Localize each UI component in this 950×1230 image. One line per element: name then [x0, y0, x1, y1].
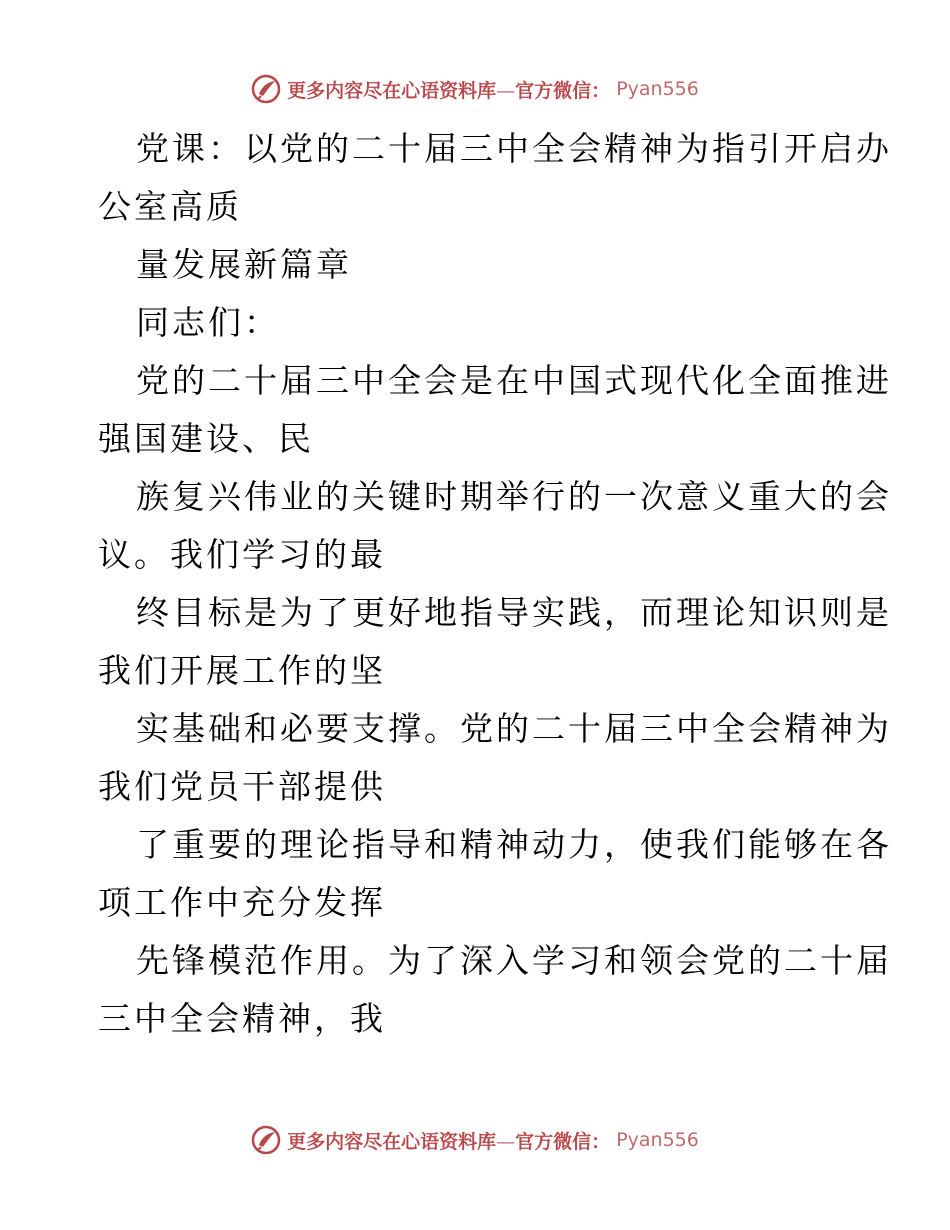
paragraph-line: 议。我们学习的最 [98, 535, 386, 574]
title-line: 量发展新篇章 [136, 245, 352, 284]
salutation: 同志们： [136, 303, 280, 342]
brand-logo-icon [251, 1125, 281, 1155]
header-watermark [0, 72, 950, 106]
paragraph-line: 三中全会精神，我 [98, 999, 386, 1038]
watermark-brand-text: 更多内容尽在心语资料库—官方微信： [287, 79, 611, 102]
paragraph-line: 党的二十届三中全会是在中国式现代化全面推进 [136, 361, 892, 400]
watermark-brand-text: 更多内容尽在心语资料库—官方微信： [287, 1130, 611, 1153]
document-body [98, 120, 892, 1048]
paragraph-line: 终目标是为了更好地指导实践，而理论知识则是 [136, 593, 892, 632]
paragraph-line: 我们党员干部提供 [98, 767, 386, 806]
footer-watermark [0, 1123, 950, 1157]
paragraph-line: 族复兴伟业的关键时期举行的一次意义重大的会 [136, 477, 892, 516]
paragraph-line: 强国建设、民 [98, 419, 314, 458]
title-line: 公室高质 [98, 187, 242, 226]
paragraph-line: 项工作中充分发挥 [98, 883, 386, 922]
paragraph-line: 先锋模范作用。为了深入学习和领会党的二十届 [136, 941, 892, 980]
watermark-contact: Pyan556 [616, 78, 699, 100]
paragraph-line: 我们开展工作的坚 [98, 651, 386, 690]
paragraph-line: 了重要的理论指导和精神动力，使我们能够在各 [136, 825, 892, 864]
brand-logo-icon [251, 74, 281, 104]
title-line: 党课：以党的二十届三中全会精神为指引开启办 [136, 129, 892, 168]
watermark-contact: Pyan556 [616, 1129, 699, 1151]
paragraph-line: 实基础和必要支撑。党的二十届三中全会精神为 [136, 709, 892, 748]
